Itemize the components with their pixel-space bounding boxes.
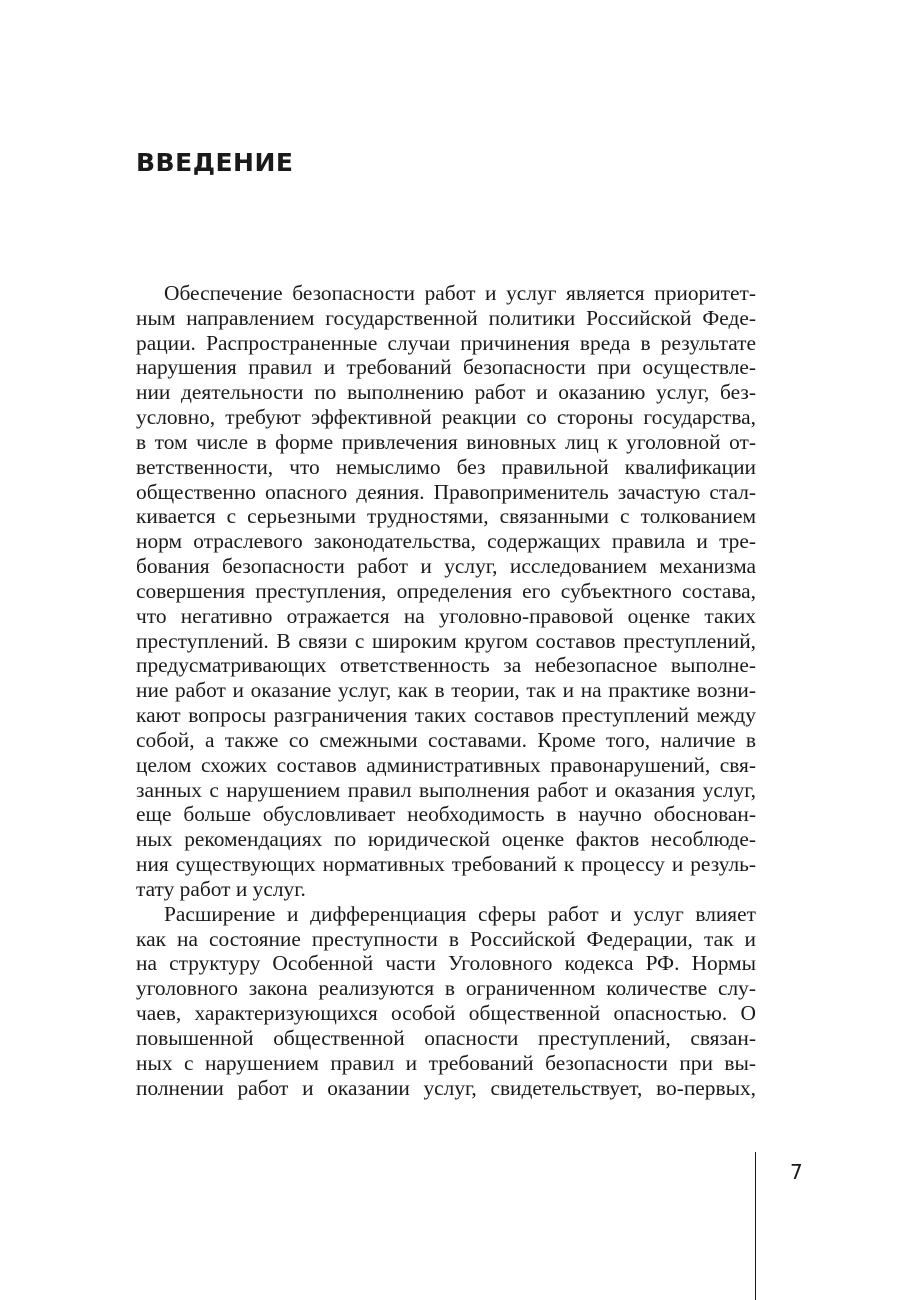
text-line: что негативно отражается на уголовно-правовой оценке таких: [136, 603, 756, 628]
text-line: преступлений. В связи с широким кругом составов преступлений,: [136, 628, 756, 653]
text-line: кивается с серьезными трудностями, связанными с толкованием: [136, 504, 756, 529]
page-number-rule: [755, 1152, 756, 1300]
text-line: ния существующих нормативных требований к процессу и резуль-: [136, 852, 756, 877]
text-line: бования безопасности работ и услуг, исследованием механизма: [136, 554, 756, 579]
text-line: кают вопросы разграничения таких составов преступлений между: [136, 703, 756, 728]
text-line: предусматривающих ответственность за небезопасное выполне-: [136, 653, 756, 678]
text-line: нарушения правил и требований безопасности при осуществле-: [136, 355, 756, 380]
text-line: целом схожих составов административных правонарушений, свя-: [136, 752, 756, 777]
text-line: ных рекомендациях по юридической оценке фактов несоблюде-: [136, 827, 756, 852]
text-line: как на состояние преступности в Российской Федерации, так и: [136, 926, 756, 951]
page-title: ВВЕДЕНИЕ: [136, 148, 294, 177]
text-line: Обеспечение безопасности работ и услуг является приоритет-: [164, 281, 756, 305]
text-line: повышенной общественной опасности преступлений, связан-: [136, 1025, 756, 1050]
text-line: еще больше обусловливает необходимость в научно обоснован-: [136, 802, 756, 827]
text-line: в том числе в форме привлечения виновных лиц к уголовной от-: [136, 429, 756, 454]
body-text: [136, 281, 756, 1100]
text-line: собой, а также со смежными составами. Кроме того, наличие в: [136, 727, 756, 752]
text-line: ных с нарушением правил и требований безопасности при вы-: [136, 1050, 756, 1075]
text-line: общественно опасного деяния. Правоприменитель зачастую стал-: [136, 479, 756, 504]
text-line: норм отраслевого законодательства, содержащих правила и тре-: [136, 529, 756, 554]
text-line: тату работ и услуг.: [136, 876, 306, 901]
text-line: ветственности, что немыслимо без правильной квалификации: [136, 454, 756, 479]
text-line: чаев, характеризующихся особой общественной опасностью. О: [136, 1001, 756, 1026]
text-line: занных с нарушением правил выполнения работ и оказания услуг,: [136, 777, 756, 802]
text-line: условно, требуют эффективной реакции со стороны государства,: [136, 405, 756, 430]
text-line: нии деятельности по выполнению работ и оказанию услуг, без-: [136, 380, 756, 405]
text-line: полнении работ и оказании услуг, свидетельствует, во-первых,: [136, 1075, 756, 1100]
text-line: совершения преступления, определения его субъектного состава,: [136, 578, 756, 603]
page-number: 7: [790, 1160, 803, 1184]
paragraph: [136, 902, 756, 1101]
text-line: ние работ и оказание услуг, как в теории, так и на практике возни-: [136, 678, 756, 703]
paragraph: [136, 281, 756, 902]
text-line: Расширение и дифференциация сферы работ и услуг влияет: [164, 901, 756, 926]
text-line: на структуру Особенной части Уголовного кодекса РФ. Нормы: [136, 951, 756, 976]
text-line: рации. Распространенные случаи причинения вреда в результате: [136, 330, 756, 355]
text-line: уголовного закона реализуются в ограниченном количестве слу-: [136, 976, 756, 1001]
text-line: ным направлением государственной политики Российской Феде-: [136, 305, 756, 330]
